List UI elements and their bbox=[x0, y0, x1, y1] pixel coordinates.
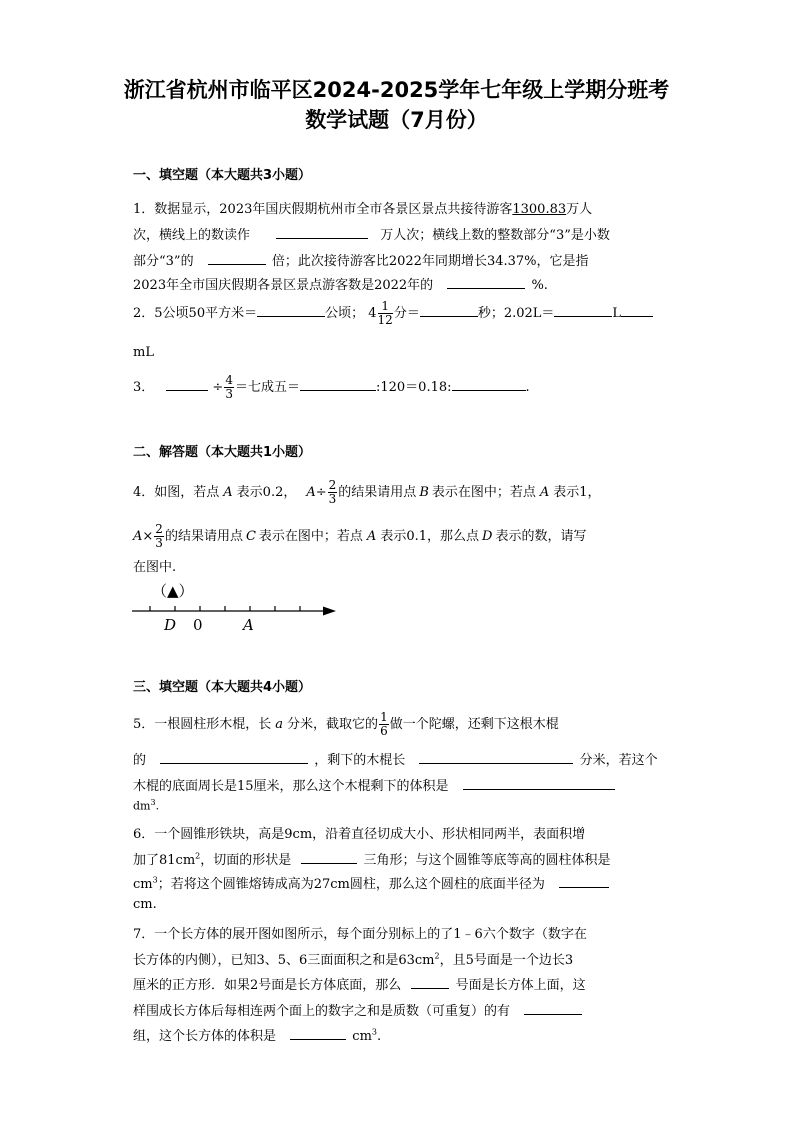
q6-line4: cm. bbox=[133, 897, 157, 912]
answer-blank[interactable] bbox=[290, 1027, 346, 1040]
q7-line1: 7．一个长方体的展开图如图所示，每个面分别标上的了1﹣6六个数字（数字在 bbox=[133, 927, 587, 942]
q4-line1: 4．如图，若点 A 表示0.2， A÷ $\frac{2}{3}$ 的结果请用点 B 表示在图中；若点 A 表示1， bbox=[133, 478, 601, 506]
q6-line2: 加了$81cm^2$，切面的形状是 三角形；与这个圆锥等底等高的圆柱体积是 bbox=[133, 851, 611, 868]
answer-blank[interactable] bbox=[554, 304, 612, 317]
number-line-label-A: A bbox=[243, 616, 254, 634]
fraction: $\frac{1}{6}$ bbox=[380, 710, 388, 738]
answer-blank[interactable] bbox=[452, 378, 526, 391]
q7-line3: 厘米的正方形．如果2号面是长方体底面，那么 号面是长方体上面，这 bbox=[133, 978, 586, 993]
fraction: $\frac{2}{3}$ bbox=[328, 478, 337, 506]
answer-blank[interactable] bbox=[419, 751, 573, 764]
number-line-label-D: D bbox=[164, 616, 177, 634]
q7-line2: 长方体的内侧），已知3、5、6三面面积之和是$63cm^2$，且5号面是一个边长3 bbox=[133, 951, 574, 968]
answer-blank[interactable] bbox=[276, 226, 368, 239]
answer-blank[interactable] bbox=[411, 976, 449, 989]
answer-blank[interactable] bbox=[208, 252, 266, 265]
q1-line1: 1．数据显示，2023年国庆假期杭州市全市各景区景点共接待游客1300.83万人 bbox=[133, 202, 593, 217]
q3-line1: 3． ÷ $\frac{4}{3}$ ＝七成五＝ :120＝0.18: . bbox=[133, 373, 530, 401]
q1-line2: 次，横线上的数读作 万人次；横线上数的整数部分“3”是小数 bbox=[133, 228, 610, 243]
q4-line3: 在图中. bbox=[133, 560, 177, 575]
q1-line3: 部分“3”的 倍；此次接待游客比2022年同期增长34.37%，它是指 bbox=[133, 254, 589, 269]
fraction: $\frac{1}{12}$ bbox=[377, 299, 393, 327]
number-line-ticks bbox=[150, 606, 300, 611]
q1-line4: 2023年全市国庆假期各景区景点游客数是2022年的 %. bbox=[133, 278, 548, 293]
section-heading-3: 三、填空题（本大题共4小题） bbox=[133, 680, 312, 695]
q2-line1: 2．5公顷50平方米＝ 公顷； 4 $\frac{1}{12}$ 分＝ 秒；2.02L＝ L bbox=[133, 300, 653, 327]
figure-marker-label: （▲） bbox=[152, 582, 194, 600]
q5-line4: $dm^3$. bbox=[133, 798, 160, 813]
answer-blank[interactable] bbox=[621, 304, 653, 317]
fraction: $\frac{2}{3}$ bbox=[155, 522, 163, 550]
answer-blank[interactable] bbox=[166, 378, 208, 391]
answer-blank[interactable] bbox=[559, 875, 609, 888]
arrow-right-icon bbox=[323, 607, 336, 616]
number-line-label-0: 0 bbox=[193, 616, 203, 634]
answer-blank[interactable] bbox=[420, 304, 478, 317]
answer-blank[interactable] bbox=[463, 777, 615, 790]
answer-blank[interactable] bbox=[301, 851, 357, 864]
doc-title-line1: 浙江省杭州市临平区2024-2025学年七年级上学期分班考 bbox=[123, 78, 670, 102]
doc-title-line2: 数学试题（7月份） bbox=[305, 108, 488, 132]
q7-line4: 样围成长方体后每相连两个面上的数字之和是质数（可重复）的有 bbox=[133, 1000, 582, 1019]
q5-line3: 木棍的底面周长是15厘米，那么这个木棍剩下的体积是 bbox=[133, 775, 615, 794]
section-heading-2: 二、解答题（本大题共1小题） bbox=[133, 445, 312, 460]
fraction: $\frac{4}{3}$ bbox=[225, 373, 233, 401]
q2-line2: mL bbox=[133, 345, 154, 360]
q6-line3: $cm^3$；若将这个圆锥熔铸成高为27cm圆柱，那么这个圆柱的底面半径为 bbox=[133, 873, 609, 892]
q5-line2: 的 ，剩下的木棍长 分米，若这个 bbox=[133, 753, 658, 768]
number-line-figure bbox=[130, 600, 340, 622]
answer-blank[interactable] bbox=[300, 378, 376, 391]
answer-blank[interactable] bbox=[257, 304, 325, 317]
q4-line2: A× $\frac{2}{3}$ 的结果请用点 C 表示在图中；若点 A 表示0.1，那么点 D 表示的数，请写 bbox=[133, 522, 587, 550]
answer-blank[interactable] bbox=[447, 276, 525, 289]
q5-line1: 5．一根圆柱形木棍，长 a 分米，截取它的 $\frac{1}{6}$ 做一个陀螺，还剩下这根木棍 bbox=[133, 710, 559, 738]
q7-line5: 组，这个长方体的体积是 $cm^3$. bbox=[133, 1027, 382, 1044]
answer-blank[interactable] bbox=[524, 1002, 582, 1015]
answer-blank[interactable] bbox=[160, 751, 308, 764]
section-heading-1: 一、填空题（本大题共3小题） bbox=[133, 168, 312, 183]
q6-line1: 6．一个圆锥形铁块，高是9cm，沿着直径切成大小、形状相同两半，表面积增 bbox=[133, 827, 586, 842]
